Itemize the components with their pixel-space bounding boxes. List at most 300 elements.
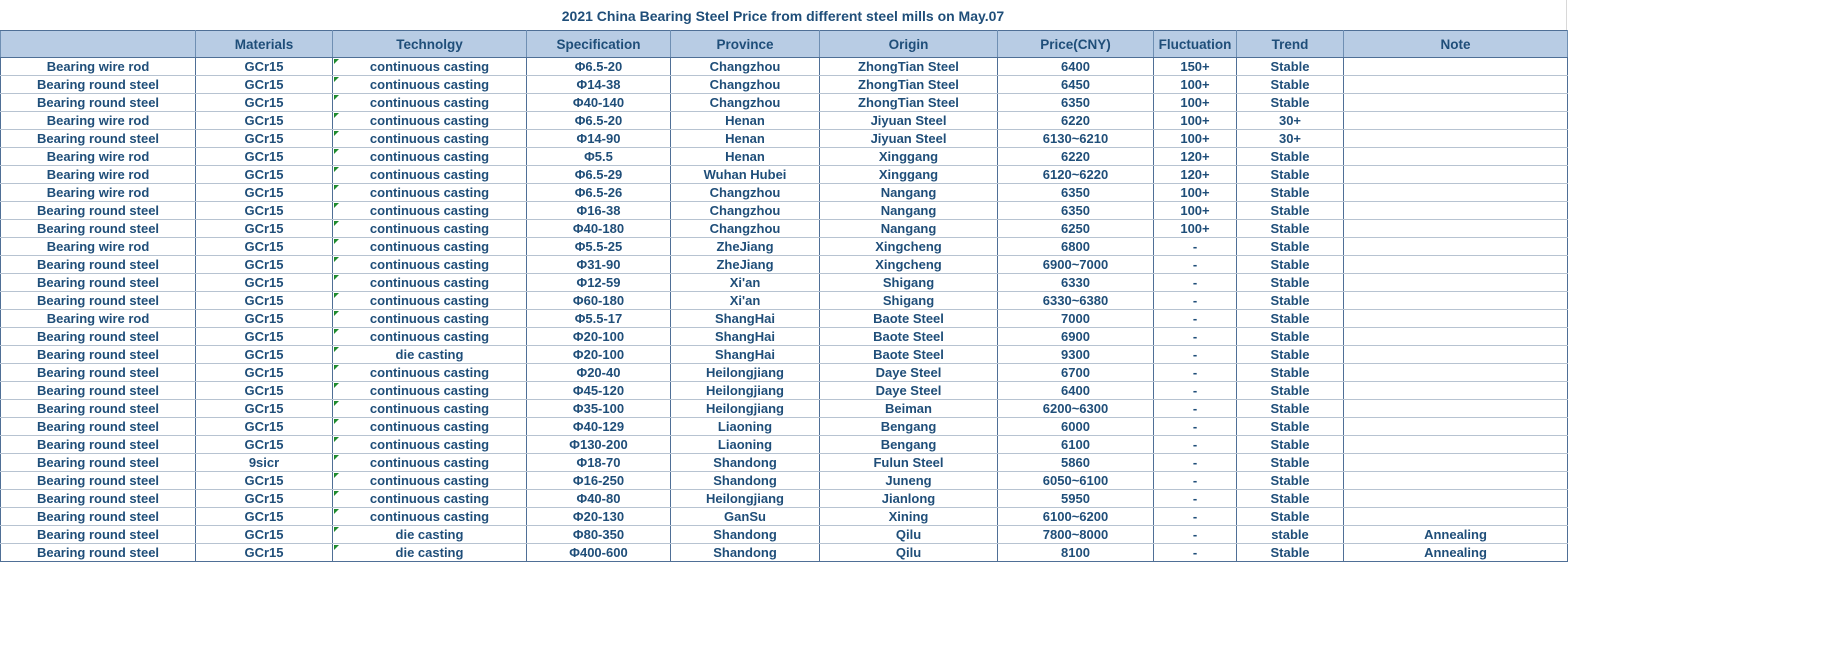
cell-specification[interactable]: Φ31-90 (527, 256, 671, 274)
cell-technology[interactable]: continuous casting (333, 382, 527, 400)
cell-trend[interactable]: Stable (1237, 436, 1344, 454)
cell-note[interactable] (1344, 490, 1568, 508)
cell-specification[interactable]: Φ12-59 (527, 274, 671, 292)
header-materials[interactable]: Materials (196, 31, 333, 58)
cell-price[interactable]: 6130~6210 (998, 130, 1154, 148)
table-row (1, 148, 1568, 166)
cell-fluctuation[interactable]: - (1154, 526, 1237, 544)
cell-trend[interactable]: Stable (1237, 58, 1344, 76)
cell-province[interactable]: ZheJiang (671, 238, 820, 256)
cell-province[interactable]: Shandong (671, 472, 820, 490)
cell-specification[interactable]: Φ16-250 (527, 472, 671, 490)
cell-technology[interactable]: continuous casting (333, 130, 527, 148)
cell-category[interactable]: Bearing round steel (1, 130, 196, 148)
cell-price[interactable]: 6050~6100 (998, 472, 1154, 490)
cell-origin[interactable]: Beiman (820, 400, 998, 418)
cell-materials[interactable]: GCr15 (196, 184, 333, 202)
cell-technology[interactable]: continuous casting (333, 400, 527, 418)
cell-technology[interactable]: continuous casting (333, 256, 527, 274)
cell-materials[interactable]: 9sicr (196, 454, 333, 472)
cell-category[interactable]: Bearing wire rod (1, 238, 196, 256)
cell-fluctuation[interactable]: 100+ (1154, 184, 1237, 202)
cell-technology[interactable]: continuous casting (333, 472, 527, 490)
cell-note[interactable] (1344, 130, 1568, 148)
cell-technology[interactable]: continuous casting (333, 112, 527, 130)
cell-price[interactable]: 5860 (998, 454, 1154, 472)
cell-province[interactable]: GanSu (671, 508, 820, 526)
cell-technology[interactable]: continuous casting (333, 328, 527, 346)
cell-price[interactable]: 6330 (998, 274, 1154, 292)
cell-note[interactable] (1344, 436, 1568, 454)
cell-materials[interactable]: GCr15 (196, 310, 333, 328)
cell-fluctuation[interactable]: - (1154, 454, 1237, 472)
table-row (1, 76, 1568, 94)
cell-technology[interactable]: continuous casting (333, 454, 527, 472)
cell-price[interactable]: 7000 (998, 310, 1154, 328)
cell-materials[interactable]: GCr15 (196, 490, 333, 508)
cell-province[interactable]: Liaoning (671, 418, 820, 436)
cell-origin[interactable]: Jianlong (820, 490, 998, 508)
cell-materials[interactable]: GCr15 (196, 148, 333, 166)
cell-category[interactable]: Bearing round steel (1, 274, 196, 292)
cell-province[interactable]: Xi'an (671, 292, 820, 310)
cell-specification[interactable]: Φ35-100 (527, 400, 671, 418)
cell-note[interactable] (1344, 364, 1568, 382)
cell-category[interactable]: Bearing wire rod (1, 148, 196, 166)
cell-note[interactable] (1344, 238, 1568, 256)
header-fluctuation[interactable]: Fluctuation (1154, 31, 1237, 58)
cell-materials[interactable]: GCr15 (196, 112, 333, 130)
cell-fluctuation[interactable]: - (1154, 490, 1237, 508)
table-row (1, 292, 1568, 310)
title-divider (1566, 0, 1567, 30)
cell-price[interactable]: 6330~6380 (998, 292, 1154, 310)
cell-materials[interactable]: GCr15 (196, 238, 333, 256)
cell-fluctuation[interactable]: - (1154, 382, 1237, 400)
cell-trend[interactable]: Stable (1237, 76, 1344, 94)
cell-origin[interactable]: Juneng (820, 472, 998, 490)
cell-price[interactable]: 8100 (998, 544, 1154, 562)
header-province[interactable]: Province (671, 31, 820, 58)
cell-technology[interactable]: continuous casting (333, 436, 527, 454)
cell-technology[interactable]: continuous casting (333, 508, 527, 526)
cell-province[interactable]: ShangHai (671, 328, 820, 346)
table-row (1, 256, 1568, 274)
cell-fluctuation[interactable]: - (1154, 292, 1237, 310)
cell-technology[interactable]: continuous casting (333, 418, 527, 436)
cell-materials[interactable]: GCr15 (196, 220, 333, 238)
cell-province[interactable]: ShangHai (671, 310, 820, 328)
cell-price[interactable]: 6350 (998, 184, 1154, 202)
header-specification[interactable]: Specification (527, 31, 671, 58)
cell-technology[interactable]: continuous casting (333, 220, 527, 238)
cell-specification[interactable]: Φ6.5-29 (527, 166, 671, 184)
cell-price[interactable]: 6200~6300 (998, 400, 1154, 418)
cell-trend[interactable]: Stable (1237, 490, 1344, 508)
cell-province[interactable]: Henan (671, 148, 820, 166)
cell-materials[interactable]: GCr15 (196, 292, 333, 310)
cell-trend[interactable]: Stable (1237, 544, 1344, 562)
cell-fluctuation[interactable]: 100+ (1154, 112, 1237, 130)
cell-category[interactable]: Bearing round steel (1, 346, 196, 364)
cell-materials[interactable]: GCr15 (196, 76, 333, 94)
cell-fluctuation[interactable]: - (1154, 544, 1237, 562)
cell-fluctuation[interactable]: - (1154, 400, 1237, 418)
cell-province[interactable]: Heilongjiang (671, 364, 820, 382)
cell-technology[interactable]: continuous casting (333, 166, 527, 184)
cell-category[interactable]: Bearing round steel (1, 220, 196, 238)
cell-trend[interactable]: Stable (1237, 454, 1344, 472)
cell-fluctuation[interactable]: - (1154, 346, 1237, 364)
cell-category[interactable]: Bearing round steel (1, 382, 196, 400)
cell-province[interactable]: Shandong (671, 544, 820, 562)
cell-price[interactable]: 6220 (998, 148, 1154, 166)
cell-note[interactable] (1344, 94, 1568, 112)
cell-note[interactable] (1344, 382, 1568, 400)
cell-province[interactable]: Heilongjiang (671, 382, 820, 400)
cell-specification[interactable]: Φ6.5-20 (527, 58, 671, 76)
cell-province[interactable]: Shandong (671, 526, 820, 544)
cell-category[interactable]: Bearing round steel (1, 292, 196, 310)
cell-trend[interactable]: Stable (1237, 238, 1344, 256)
cell-trend[interactable]: Stable (1237, 472, 1344, 490)
cell-note[interactable] (1344, 184, 1568, 202)
cell-category[interactable]: Bearing round steel (1, 256, 196, 274)
cell-note[interactable] (1344, 508, 1568, 526)
cell-materials[interactable]: GCr15 (196, 130, 333, 148)
cell-specification[interactable]: Φ16-38 (527, 202, 671, 220)
cell-price[interactable]: 6900 (998, 328, 1154, 346)
cell-materials[interactable]: GCr15 (196, 364, 333, 382)
cell-materials[interactable]: GCr15 (196, 544, 333, 562)
cell-province[interactable]: Xi'an (671, 274, 820, 292)
cell-specification[interactable]: Φ5.5 (527, 148, 671, 166)
cell-fluctuation[interactable]: - (1154, 310, 1237, 328)
cell-price[interactable]: 6900~7000 (998, 256, 1154, 274)
cell-specification[interactable]: Φ14-90 (527, 130, 671, 148)
cell-trend[interactable]: Stable (1237, 94, 1344, 112)
cell-province[interactable]: Henan (671, 112, 820, 130)
cell-fluctuation[interactable]: 100+ (1154, 220, 1237, 238)
cell-technology[interactable]: die casting (333, 544, 527, 562)
cell-price[interactable]: 6400 (998, 58, 1154, 76)
cell-note[interactable] (1344, 58, 1568, 76)
cell-category[interactable]: Bearing wire rod (1, 310, 196, 328)
cell-price[interactable]: 6450 (998, 76, 1154, 94)
cell-fluctuation[interactable]: - (1154, 508, 1237, 526)
cell-category[interactable]: Bearing wire rod (1, 112, 196, 130)
cell-category[interactable]: Bearing round steel (1, 436, 196, 454)
cell-origin[interactable]: ZhongTian Steel (820, 76, 998, 94)
cell-technology[interactable]: continuous casting (333, 202, 527, 220)
cell-specification[interactable]: Φ40-80 (527, 490, 671, 508)
cell-province[interactable]: Changzhou (671, 184, 820, 202)
cell-province[interactable]: ShangHai (671, 346, 820, 364)
cell-category[interactable]: Bearing round steel (1, 94, 196, 112)
cell-category[interactable]: Bearing round steel (1, 418, 196, 436)
cell-origin[interactable]: Xingcheng (820, 238, 998, 256)
cell-specification[interactable]: Φ400-600 (527, 544, 671, 562)
cell-category[interactable]: Bearing wire rod (1, 184, 196, 202)
cell-specification[interactable]: Φ130-200 (527, 436, 671, 454)
cell-province[interactable]: Wuhan Hubei (671, 166, 820, 184)
cell-technology[interactable]: continuous casting (333, 292, 527, 310)
cell-fluctuation[interactable]: 120+ (1154, 166, 1237, 184)
cell-trend[interactable]: Stable (1237, 256, 1344, 274)
cell-category[interactable]: Bearing round steel (1, 472, 196, 490)
cell-specification[interactable]: Φ20-100 (527, 346, 671, 364)
cell-province[interactable]: Liaoning (671, 436, 820, 454)
cell-category[interactable]: Bearing round steel (1, 454, 196, 472)
cell-technology[interactable]: continuous casting (333, 238, 527, 256)
table-row (1, 328, 1568, 346)
cell-note[interactable] (1344, 148, 1568, 166)
cell-trend[interactable]: Stable (1237, 292, 1344, 310)
cell-trend[interactable]: Stable (1237, 508, 1344, 526)
cell-specification[interactable]: Φ5.5-17 (527, 310, 671, 328)
cell-trend[interactable]: Stable (1237, 400, 1344, 418)
cell-trend[interactable]: Stable (1237, 382, 1344, 400)
cell-province[interactable]: Heilongjiang (671, 490, 820, 508)
table-row (1, 346, 1568, 364)
cell-province[interactable]: Changzhou (671, 202, 820, 220)
cell-specification[interactable]: Φ18-70 (527, 454, 671, 472)
cell-materials[interactable]: GCr15 (196, 418, 333, 436)
cell-fluctuation[interactable]: - (1154, 274, 1237, 292)
cell-trend[interactable]: Stable (1237, 220, 1344, 238)
cell-trend[interactable]: Stable (1237, 418, 1344, 436)
cell-materials[interactable]: GCr15 (196, 274, 333, 292)
cell-category[interactable]: Bearing round steel (1, 202, 196, 220)
cell-trend[interactable]: stable (1237, 526, 1344, 544)
cell-origin[interactable]: Bengang (820, 418, 998, 436)
header-price[interactable]: Price(CNY) (998, 31, 1154, 58)
cell-trend[interactable]: Stable (1237, 184, 1344, 202)
cell-province[interactable]: Heilongjiang (671, 400, 820, 418)
cell-price[interactable]: 6100~6200 (998, 508, 1154, 526)
cell-origin[interactable]: Shigang (820, 274, 998, 292)
cell-note[interactable] (1344, 310, 1568, 328)
cell-fluctuation[interactable]: 150+ (1154, 58, 1237, 76)
header-origin[interactable]: Origin (820, 31, 998, 58)
cell-note[interactable] (1344, 202, 1568, 220)
cell-origin[interactable]: Nangang (820, 184, 998, 202)
cell-category[interactable]: Bearing round steel (1, 508, 196, 526)
cell-price[interactable]: 9300 (998, 346, 1154, 364)
cell-origin[interactable]: Xingcheng (820, 256, 998, 274)
table-row (1, 454, 1568, 472)
cell-note[interactable] (1344, 256, 1568, 274)
cell-specification[interactable]: Φ20-100 (527, 328, 671, 346)
cell-origin[interactable]: Bengang (820, 436, 998, 454)
cell-category[interactable]: Bearing round steel (1, 400, 196, 418)
cell-fluctuation[interactable]: 120+ (1154, 148, 1237, 166)
cell-category[interactable]: Bearing round steel (1, 544, 196, 562)
cell-technology[interactable]: continuous casting (333, 148, 527, 166)
cell-category[interactable]: Bearing round steel (1, 364, 196, 382)
header-trend[interactable]: Trend (1237, 31, 1344, 58)
cell-price[interactable]: 6250 (998, 220, 1154, 238)
cell-materials[interactable]: GCr15 (196, 58, 333, 76)
cell-fluctuation[interactable]: - (1154, 364, 1237, 382)
cell-trend[interactable]: Stable (1237, 274, 1344, 292)
cell-origin[interactable]: Fulun Steel (820, 454, 998, 472)
cell-category[interactable]: Bearing round steel (1, 328, 196, 346)
cell-price[interactable]: 6350 (998, 202, 1154, 220)
cell-origin[interactable]: Xining (820, 508, 998, 526)
cell-fluctuation[interactable]: 100+ (1154, 94, 1237, 112)
cell-trend[interactable]: Stable (1237, 310, 1344, 328)
cell-trend[interactable]: Stable (1237, 148, 1344, 166)
cell-price[interactable]: 6120~6220 (998, 166, 1154, 184)
cell-fluctuation[interactable]: - (1154, 256, 1237, 274)
cell-category[interactable]: Bearing round steel (1, 490, 196, 508)
cell-province[interactable]: Changzhou (671, 76, 820, 94)
cell-origin[interactable]: Nangang (820, 202, 998, 220)
cell-materials[interactable]: GCr15 (196, 256, 333, 274)
cell-technology[interactable]: continuous casting (333, 76, 527, 94)
cell-fluctuation[interactable]: - (1154, 328, 1237, 346)
cell-specification[interactable]: Φ40-140 (527, 94, 671, 112)
cell-province[interactable]: Shandong (671, 454, 820, 472)
cell-note[interactable] (1344, 418, 1568, 436)
cell-specification[interactable]: Φ40-180 (527, 220, 671, 238)
header-note[interactable]: Note (1344, 31, 1568, 58)
cell-price[interactable]: 5950 (998, 490, 1154, 508)
cell-note[interactable] (1344, 400, 1568, 418)
cell-category[interactable]: Bearing wire rod (1, 166, 196, 184)
cell-fluctuation[interactable]: - (1154, 238, 1237, 256)
cell-price[interactable]: 6400 (998, 382, 1154, 400)
cell-materials[interactable]: GCr15 (196, 346, 333, 364)
cell-price[interactable]: 7800~8000 (998, 526, 1154, 544)
cell-origin[interactable]: Baote Steel (820, 346, 998, 364)
cell-technology[interactable]: continuous casting (333, 94, 527, 112)
cell-price[interactable]: 6700 (998, 364, 1154, 382)
cell-category[interactable]: Bearing wire rod (1, 58, 196, 76)
cell-specification[interactable]: Φ20-40 (527, 364, 671, 382)
cell-note[interactable] (1344, 166, 1568, 184)
cell-province[interactable]: Changzhou (671, 58, 820, 76)
cell-note[interactable]: Annealing (1344, 526, 1568, 544)
table-row (1, 166, 1568, 184)
cell-origin[interactable]: Nangang (820, 220, 998, 238)
cell-note[interactable] (1344, 112, 1568, 130)
cell-trend[interactable]: Stable (1237, 328, 1344, 346)
cell-price[interactable]: 6220 (998, 112, 1154, 130)
cell-province[interactable]: Henan (671, 130, 820, 148)
cell-origin[interactable]: Daye Steel (820, 382, 998, 400)
cell-note[interactable] (1344, 346, 1568, 364)
cell-technology[interactable]: continuous casting (333, 310, 527, 328)
header-technology[interactable]: Technolgy (333, 31, 527, 58)
cell-note[interactable] (1344, 76, 1568, 94)
cell-technology[interactable]: continuous casting (333, 364, 527, 382)
cell-technology[interactable]: die casting (333, 346, 527, 364)
cell-price[interactable]: 6350 (998, 94, 1154, 112)
header-category[interactable] (1, 31, 196, 58)
cell-trend[interactable]: Stable (1237, 166, 1344, 184)
cell-technology[interactable]: continuous casting (333, 184, 527, 202)
cell-origin[interactable]: Xinggang (820, 148, 998, 166)
cell-province[interactable]: Changzhou (671, 220, 820, 238)
cell-origin[interactable]: Xinggang (820, 166, 998, 184)
cell-materials[interactable]: GCr15 (196, 508, 333, 526)
cell-trend[interactable]: 30+ (1237, 112, 1344, 130)
cell-note[interactable] (1344, 292, 1568, 310)
cell-note[interactable] (1344, 472, 1568, 490)
cell-specification[interactable]: Φ6.5-26 (527, 184, 671, 202)
cell-specification[interactable]: Φ40-129 (527, 418, 671, 436)
cell-fluctuation[interactable]: 100+ (1154, 130, 1237, 148)
cell-price[interactable]: 6100 (998, 436, 1154, 454)
cell-fluctuation[interactable]: - (1154, 472, 1237, 490)
cell-origin[interactable]: Shigang (820, 292, 998, 310)
cell-fluctuation[interactable]: - (1154, 418, 1237, 436)
cell-origin[interactable]: Jiyuan Steel (820, 130, 998, 148)
cell-trend[interactable]: Stable (1237, 346, 1344, 364)
cell-specification[interactable]: Φ5.5-25 (527, 238, 671, 256)
cell-note[interactable] (1344, 328, 1568, 346)
cell-origin[interactable]: Qilu (820, 526, 998, 544)
cell-specification[interactable]: Φ20-130 (527, 508, 671, 526)
cell-price[interactable]: 6000 (998, 418, 1154, 436)
cell-province[interactable]: Changzhou (671, 94, 820, 112)
cell-materials[interactable]: GCr15 (196, 382, 333, 400)
cell-note[interactable] (1344, 454, 1568, 472)
cell-origin[interactable]: Qilu (820, 544, 998, 562)
cell-specification[interactable]: Φ45-120 (527, 382, 671, 400)
cell-materials[interactable]: GCr15 (196, 526, 333, 544)
cell-province[interactable]: ZheJiang (671, 256, 820, 274)
cell-note[interactable] (1344, 220, 1568, 238)
cell-origin[interactable]: Baote Steel (820, 310, 998, 328)
cell-trend[interactable]: Stable (1237, 364, 1344, 382)
cell-technology[interactable]: continuous casting (333, 490, 527, 508)
cell-origin[interactable]: ZhongTian Steel (820, 58, 998, 76)
cell-materials[interactable]: GCr15 (196, 328, 333, 346)
cell-materials[interactable]: GCr15 (196, 436, 333, 454)
cell-technology[interactable]: die casting (333, 526, 527, 544)
cell-category[interactable]: Bearing round steel (1, 76, 196, 94)
cell-trend[interactable]: 30+ (1237, 130, 1344, 148)
cell-specification[interactable]: Φ14-38 (527, 76, 671, 94)
cell-fluctuation[interactable]: 100+ (1154, 76, 1237, 94)
cell-note[interactable]: Annealing (1344, 544, 1568, 562)
cell-technology[interactable]: continuous casting (333, 58, 527, 76)
cell-materials[interactable]: GCr15 (196, 94, 333, 112)
cell-origin[interactable]: Baote Steel (820, 328, 998, 346)
sheet-title: 2021 China Bearing Steel Price from different steel mills on May.07 (561, 8, 1005, 24)
cell-trend[interactable]: Stable (1237, 202, 1344, 220)
cell-category[interactable]: Bearing round steel (1, 526, 196, 544)
cell-materials[interactable]: GCr15 (196, 400, 333, 418)
cell-note[interactable] (1344, 274, 1568, 292)
cell-materials[interactable]: GCr15 (196, 202, 333, 220)
cell-technology[interactable]: continuous casting (333, 274, 527, 292)
cell-fluctuation[interactable]: 100+ (1154, 202, 1237, 220)
cell-origin[interactable]: Jiyuan Steel (820, 112, 998, 130)
cell-specification[interactable]: Φ6.5-20 (527, 112, 671, 130)
cell-fluctuation[interactable]: - (1154, 436, 1237, 454)
cell-materials[interactable]: GCr15 (196, 166, 333, 184)
cell-specification[interactable]: Φ60-180 (527, 292, 671, 310)
cell-materials[interactable]: GCr15 (196, 472, 333, 490)
cell-origin[interactable]: ZhongTian Steel (820, 94, 998, 112)
cell-specification[interactable]: Φ80-350 (527, 526, 671, 544)
cell-price[interactable]: 6800 (998, 238, 1154, 256)
cell-origin[interactable]: Daye Steel (820, 364, 998, 382)
